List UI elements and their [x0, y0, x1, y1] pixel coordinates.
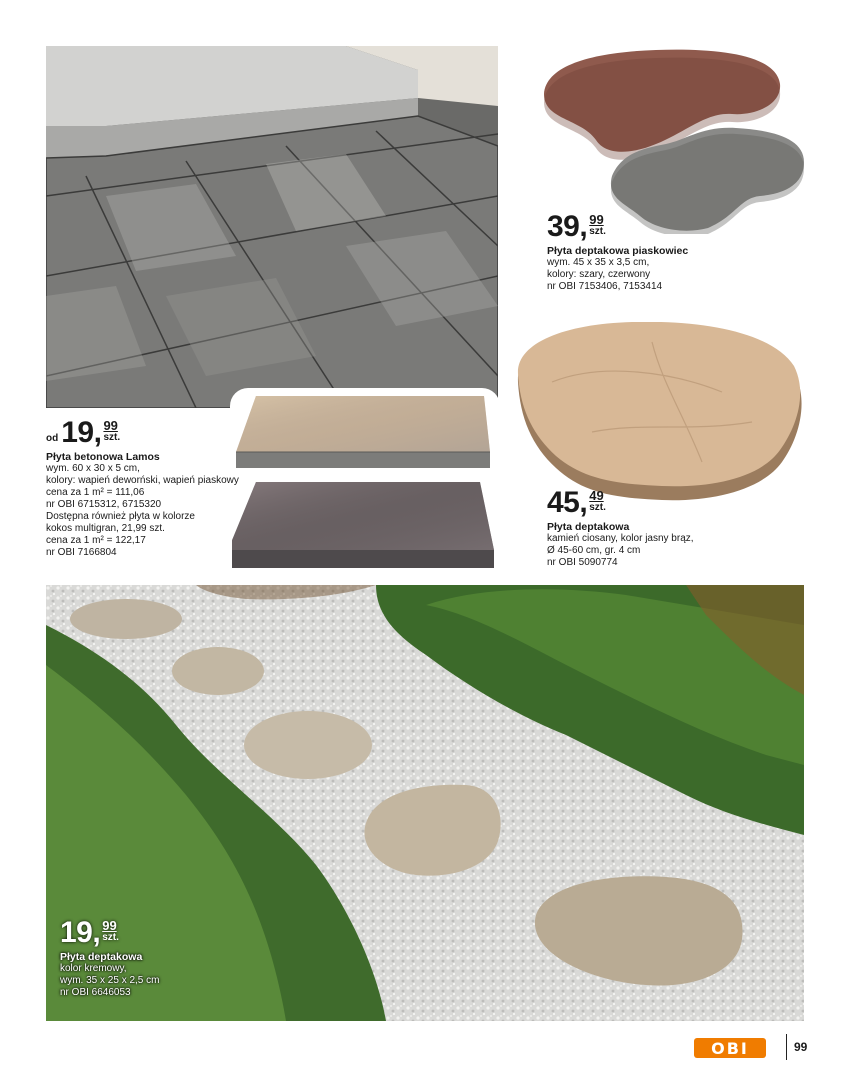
product-name: Płyta deptakowa — [60, 951, 143, 963]
product-line: nr OBI 7153406, 7153414 — [547, 281, 663, 292]
price-main: 45, — [547, 486, 588, 519]
deptakowa-description — [547, 521, 694, 569]
product-line: kamień ciosany, kolor jasny brąz, — [547, 533, 694, 544]
piaskowiec-offer — [547, 212, 688, 293]
product-line: nr OBI 6646053 — [60, 987, 131, 998]
product-line: kolory: wapień deworński, wapień piaskowy — [46, 475, 239, 486]
lamos-offer — [46, 418, 239, 559]
piaskowiec-price — [547, 212, 688, 242]
price-cents: 99 — [103, 418, 118, 433]
obi-logo — [694, 1038, 766, 1058]
page-number: 99 — [794, 1040, 808, 1054]
product-line: nr OBI 6715312, 6715320 — [46, 499, 162, 510]
product-line: Ø 45-60 cm, gr. 4 cm — [547, 545, 641, 556]
product-line: nr OBI 7166804 — [46, 547, 117, 558]
logo-text: OBI — [711, 1038, 749, 1058]
price-unit: szt. — [103, 432, 121, 443]
price-cents: 49 — [589, 488, 604, 503]
garden-photo — [46, 585, 804, 1021]
deptakowa-price — [547, 488, 694, 518]
product-line: wym. 35 x 25 x 2,5 cm — [60, 975, 160, 986]
product-line: cena za 1 m² = 122,17 — [46, 535, 146, 546]
product-line: Dostępna również płyta w kolorze — [46, 511, 195, 522]
price-unit: szt. — [102, 932, 119, 943]
product-line: cena za 1 m² = 111,06 — [46, 487, 145, 498]
price-main: 39, — [547, 210, 588, 243]
product-line: kolory: szary, czerwony — [547, 269, 651, 280]
product-line: nr OBI 5090774 — [547, 557, 618, 568]
price-main: 19, — [61, 416, 102, 449]
price-unit: szt. — [589, 502, 606, 513]
price-unit: szt. — [589, 226, 606, 237]
footer-divider — [786, 1034, 787, 1060]
lamos-price — [46, 418, 239, 448]
product-name: Płyta deptakowa piaskowiec — [547, 245, 689, 257]
stepping-stone-image — [512, 322, 804, 506]
lamos-slab-images — [232, 392, 496, 572]
product-name: Płyta deptakowa — [547, 521, 630, 533]
product-line: wym. 60 x 30 x 5 cm, — [46, 463, 140, 474]
piaskowiec-description — [547, 245, 688, 293]
deptakowa-offer — [547, 488, 694, 569]
price-cents: 99 — [589, 212, 604, 227]
price-cents: 99 — [102, 918, 117, 933]
product-name: Płyta betonowa Lamos — [46, 451, 160, 463]
price-prefix: od — [46, 433, 59, 444]
sandstone-stones-image — [536, 44, 812, 234]
product-line: kolor kremowy, — [60, 963, 127, 974]
price-main: 19, — [60, 916, 101, 949]
kremowa-description — [60, 951, 159, 999]
product-line: wym. 45 x 35 x 3,5 cm, — [547, 257, 650, 268]
kremowa-price — [60, 918, 159, 948]
paving-photo — [46, 46, 498, 408]
lamos-description — [46, 451, 239, 559]
product-line: kokos multigran, 21,99 szt. — [46, 523, 165, 534]
kremowa-offer — [60, 918, 159, 999]
